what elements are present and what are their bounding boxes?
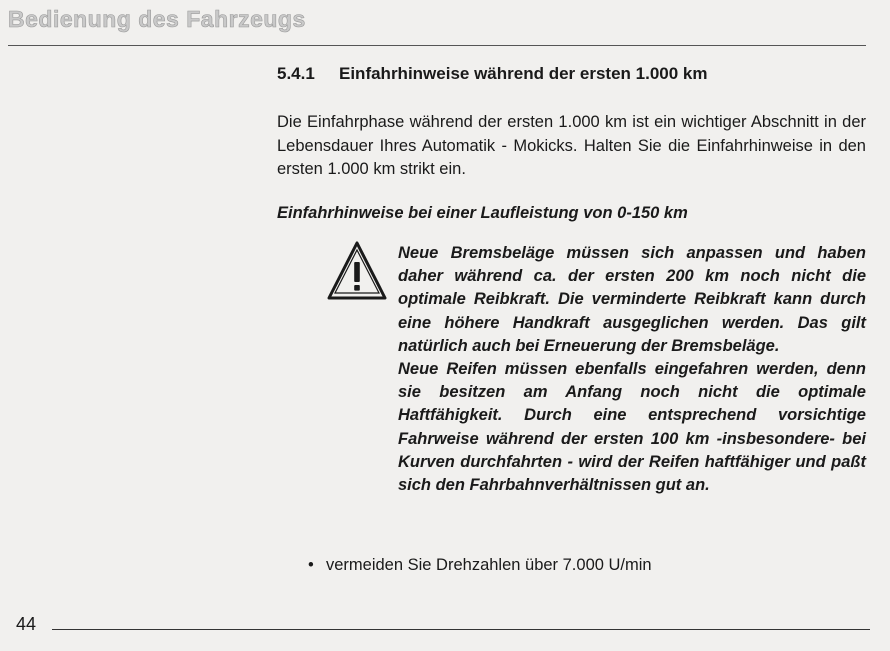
brake-pads-paragraph: Neue Bremsbeläge müssen sich anpassen und haben daher während ca. der ersten 200 km noch nicht die optimale Reibkraft. Die verminderte Reibkraft kann durch eine höhere Handkraft ausgeglichen werden. Das gilt natürlich auch bei Erneuerung der Bremsbeläge.	[398, 244, 866, 355]
running-header: Bedienung des Fahrzeugs	[8, 6, 306, 32]
bullet-text: vermeiden Sie Drehzahlen über 7.000 U/min	[326, 556, 652, 574]
page-number: 44	[16, 614, 37, 634]
bullet-item	[308, 556, 652, 575]
intro-paragraph: Die Einfahrphase während der ersten 1.000 km ist ein wichtiger Abschnitt in der Lebensdauer Ihres Automatik - Mokicks. Halten Sie die Einfahrhinweise in den ersten 1.000 km strikt ein.	[277, 113, 866, 178]
tires-paragraph: Neue Reifen müssen ebenfalls eingefahren werden, denn sie besitzen am Anfang noch nicht die optimale Haftfähigkeit. Durch eine entsprechend vorsichtige Fahrweise während der ersten 100 km -insbesondere- bei Kurven durchfahrten - wird der Reifen haftfähiger und paßt sich den Fahrbahnverhältnissen gut an.	[398, 360, 866, 495]
header-rule	[8, 45, 866, 46]
footer-rule	[52, 629, 870, 630]
warning-text-block	[398, 242, 866, 497]
section-number: 5.4.1	[277, 64, 315, 83]
warning-triangle-icon	[326, 240, 388, 302]
subheading: Einfahrhinweise bei einer Laufleistung von 0-150 km	[277, 204, 688, 222]
section-title-text: Einfahrhinweise während der ersten 1.000 km	[339, 64, 708, 83]
bullet-marker: •	[308, 556, 314, 574]
section-title	[277, 64, 707, 84]
